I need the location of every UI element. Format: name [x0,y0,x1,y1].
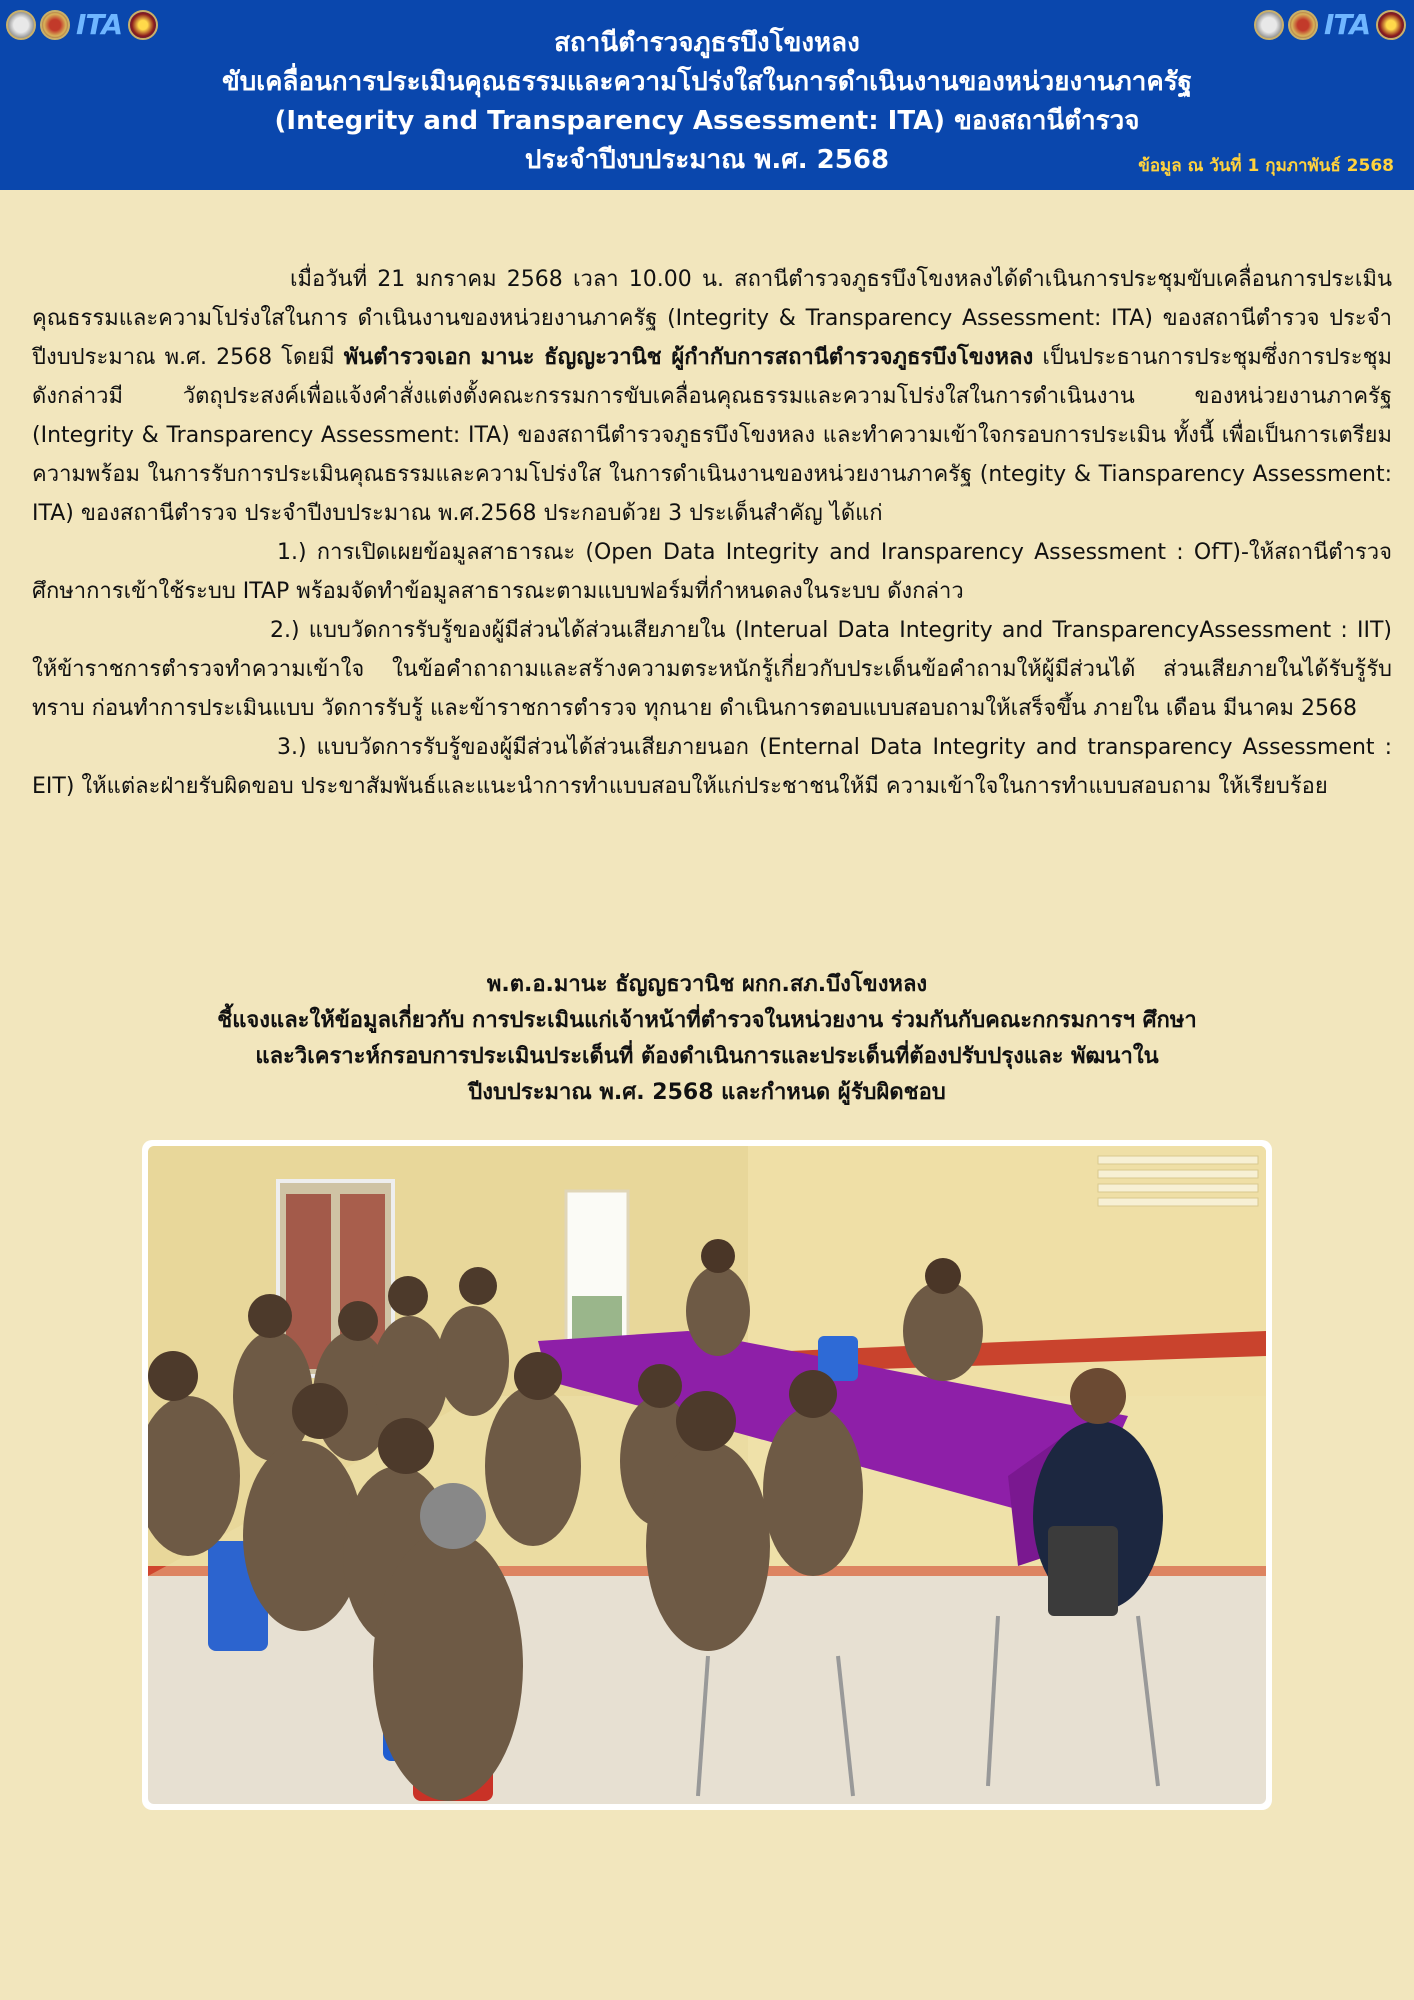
header-banner [0,0,1414,190]
list-item-2: 2.) แบบวัดการรับรู้ของผู้มีส่วนได้ส่วนเสียภายใน (Interual Data Integrity and TransparencyAssessment : IIT) ให้ข้าราชการตำรวจทำความเข้าใจ ในข้อคำถาถามและสร้างความตระหนักรู้เกี่ยวกับประเด็นข้อคำถามให้ผู้มีส่วนได้ ส่วนเสียภายในได้รับรู้รับทราบ ก่อนทำการประเมินแบบ วัดการรับรู้ และข้าราชการตำรวจ ทุกนาย ดำเนินการตอบแบบสอบถามให้เสร็จขึ้น ภายใน เดือน มีนาคม 2568 [32,618,1392,721]
caption-line-4: ปีงบประมาณ พ.ศ. 2568 และกำหนด ผู้รับผิดชอบ [468,1080,946,1105]
caption-line-2: ชี้แจงและให้ข้อมูลเกี่ยวกับ การประเมินแก่เจ้าหน้าที่ตำรวจในหน่วยงาน ร่วมกันกับคณะกกรมการฯ ศึกษา [217,1008,1197,1033]
list-item-1: 1.) การเปิดเผยข้อมูลสาธารณะ (Open Data Integrity and Iransparency Assessment : OfT)-ให้สถานีตำรวจศึกษาการเข้าใช้ระบบ ITAP พร้อมจัดทำข้อมูลสาธารณะตามแบบฟอร์มที่กำหนดลงในระบบ ดังกล่าว [32,540,1392,604]
caption-line-1: พ.ต.อ.มานะ ธัญญธวานิช ผกก.สภ.บึงโขงหลง [486,972,928,997]
caption-line-3: และวิเคราะห์กรอบการประเมินประเด็นที่ ต้องดำเนินการและประเด็นที่ต้องปรับปรุงและ พัฒนาใน [255,1044,1159,1069]
list-item-3: 3.) แบบวัดการรับรู้ของผู้มีส่วนได้ส่วนเสียภายนอก (Enternal Data Integrity and transparency Assessment : EIT) ให้แต่ละฝ่ายรับผิดขอบ ประขาสัมพันธ์และแนะนำการทำแบบสอบให้แก่ประชาชนให้มี ความเข้าใจในการทำแบบสอบถาม ให้เรียบร้อย [32,735,1392,799]
ita-logo: ITA [1323,8,1370,41]
ita-logo: ITA [76,8,123,41]
intro-text-2: เป็นประธานการประชุมซึ่งการประชุมดังกล่าวมี วัตถุประสงค์เพื่อแจ้งคำสั่งแต่งตั้งคณะกรรมการขับเคลื่อนคุณธรรมและความโปร่งใสในการดำเนินงาน ของหน่วยงานภาครัฐ (Integrity & Transparency Assessment: ITA) ของสถานีตำรวจภูธรบึงโขงหลง และทำความเข้าใจกรอบการประเมิน ทั้งนี้ เพื่อเป็นการเตรียมความพร้อม ในการรับการประเมินคุณธรรมและความโปร่งใส ในการดำเนินงานของหน่วยงานภาครัฐ (ntegity & Tiansparency Assessment: ITA) ของสถานีตำรวจ ประจำปีงบประมาณ พ.ศ.2568 ประกอบด้วย 3 ประเด็นสำคัญ ได้แก่ [32,345,1392,526]
title-line-3: (Integrity and Transparency Assessment: ITA) ของสถานีตำรวจ [274,106,1140,136]
meeting-photo [148,1146,1266,1804]
title-line-1: สถานีตำรวจภูธรบึงโขงหลง [554,28,860,58]
photo-caption [0,967,1414,1111]
intro-paragraph [32,260,1392,533]
title-line-2: ขับเคลื่อนการประเมินคุณธรรมและความโปร่งใสในการดำเนินงานของหน่วยงานภาครัฐ [221,67,1193,97]
intro-text-1: เมื่อวันที่ 21 มกราคม 2568 เวลา 10.00 น. สถานีตำรวจภูธรบึงโขงหลงได้ดำเนินการประชุมขับเคลื่อนการประเมินคุณธรรมและความโปร่งใสในการ ดำเนินงานของหน่วยงานภาครัฐ (Integrity & Transparency Assessment: ITA) ของสถานีตำรวจ ประจำปีงบประมาณ พ.ศ. 2568 โดยมี [32,267,1392,370]
chairman-name: พันตำรวจเอก มานะ ธัญญะวานิช ผู้กำกับการสถานีตำรวจภูธรบึงโขงหลง [343,345,1034,370]
article-body [32,260,1392,806]
date-note: ข้อมูล ณ วันที่ 1 กุมภาพันธ์ 2568 [1138,156,1394,176]
title-line-4: ประจำปีงบประมาณ พ.ศ. 2568 [524,145,890,175]
photo-frame [142,1140,1272,1810]
